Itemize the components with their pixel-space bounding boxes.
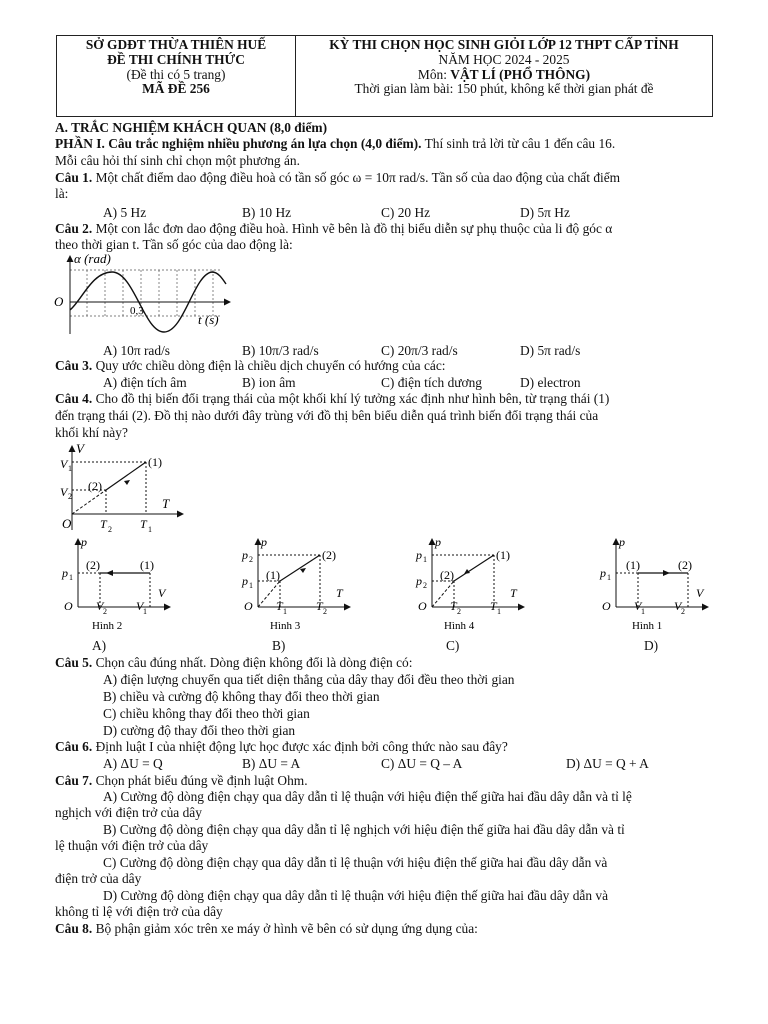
graph-hinh-3 [238,535,358,633]
q7-option-b-cont: lệ thuận với điện trở của dây [55,838,209,853]
q4-option-d[interactable]: D) [644,638,659,653]
question-8 [55,921,478,938]
p-axis-label: p [81,535,87,549]
t2-sub: 2 [457,607,461,616]
t2-label: T [100,517,107,531]
v1-label: V [136,599,144,613]
subject-prefix: Môn: [417,66,451,82]
state-1-label: (1) [266,568,280,582]
question-2 [55,221,612,238]
q6-option-d[interactable]: D) ΔU = Q + A [566,756,649,771]
state-1-label: (1) [496,548,510,562]
p2-sub: 2 [249,555,253,564]
q2-option-a[interactable]: A) 10π rad/s [103,343,171,358]
origin-label: O [602,599,611,613]
question-6-text: Định luật I của nhiệt động lực học được xác định bởi công thức nào sau đây? [92,739,508,754]
p1-label: p [62,566,68,580]
q2-option-c[interactable]: C) 20π/3 rad/s [381,343,458,358]
t-axis-label: T [510,586,517,600]
p1-sub: 1 [607,573,611,582]
state-2-label: (2) [88,479,102,493]
q6-option-c[interactable]: C) ΔU = Q – A [381,756,463,771]
question-2-label: Câu 2. [55,221,93,236]
question-1-label: Câu 1. [55,170,93,185]
v1-sub: 1 [143,607,147,616]
q4-option-a[interactable]: A) [92,638,107,653]
p1-sub: 1 [423,555,427,564]
question-4-label: Câu 4. [55,391,93,406]
p-axis-label: p [619,535,625,549]
question-4-text-3: khối khí này? [55,425,128,440]
figure-caption: Hình 4 [444,620,475,632]
t-axis-label: T [162,496,170,511]
exam-title: KỲ THI CHỌN HỌC SINH GIỎI LỚP 12 THPT CẤP TỈNH [329,37,679,52]
v-axis-label: V [696,586,704,600]
question-3-label: Câu 3. [55,358,93,373]
question-6-label: Câu 6. [55,739,93,754]
state-2-label: (2) [440,568,454,582]
header-left-cell [57,36,296,117]
q3-option-d[interactable]: D) electron [520,375,581,390]
q1-option-d[interactable]: D) 5π Hz [520,205,570,220]
v-axis-label: V [76,442,84,456]
q1-option-a[interactable]: A) 5 Hz [103,205,147,220]
p1-sub: 1 [249,581,253,590]
exam-code: MÃ ĐỀ 256 [142,81,210,97]
graph-hinh-4 [412,535,532,633]
question-4-text-2: đến trạng thái (2). Đồ thị nào dưới đây trùng với đồ thị bên biểu diễn quá trình biến đổi trạng thái của [55,408,599,423]
page-count-note: (Đề thi có 5 trang) [126,66,226,82]
t1-label: T [140,517,147,531]
question-7-text: Chọn phát biểu đúng về định luật Ohm. [92,773,308,788]
v2-label: V [674,599,682,613]
alpha-axis-label: α (rad) [74,252,111,266]
figure-caption: Hình 2 [92,620,123,632]
graph-hinh-2 [58,535,178,633]
oscillation-graph [52,252,236,340]
question-7-label: Câu 7. [55,773,93,788]
q6-option-b[interactable]: B) ΔU = A [242,756,301,771]
question-2-text-2: theo thời gian t. Tần số góc của dao động là: [55,237,293,252]
q2-option-d[interactable]: D) 5π rad/s [520,343,581,358]
q1-option-c[interactable]: C) 20 Hz [381,205,431,220]
subject-line [296,68,712,83]
state-2-label: (2) [322,548,336,562]
state-1-label: (1) [148,455,162,469]
p2-label: p [416,574,422,588]
subject-name: VẬT LÍ (PHỔ THÔNG) [450,66,591,82]
exam-header [56,35,713,117]
t1-sub: 1 [497,607,501,616]
q7-option-d[interactable]: D) Cường độ dòng điện chạy qua dây dẫn tỉ lệ thuận với hiệu điện thế giữa hai đầu dây dẫn và [103,888,609,903]
p1-sub: 1 [69,573,73,582]
v-axis-label: V [158,586,166,600]
exam-duration: Thời gian làm bài: 150 phút, không kể thời gian phát đề [354,81,654,97]
time-axis-label: t (s) [198,312,219,327]
v2-label: V [60,485,68,499]
origin-label: O [418,599,427,613]
q5-option-d[interactable]: D) cường độ thay đổi theo thời gian [103,723,296,738]
section-a-heading: A. TRẮC NGHIỆM KHÁCH QUAN (8,0 điểm) [55,120,328,135]
question-5-text: Chọn câu đúng nhất. Dòng điện không đổi là dòng điện có: [92,655,413,670]
department-name: SỞ GDĐT THỪA THIÊN HUẾ [85,37,267,52]
t2-sub: 2 [108,525,112,534]
question-5-label: Câu 5. [55,655,93,670]
q7-option-d-cont: không tỉ lệ với điện trở của dây [55,904,223,919]
official-exam-label: ĐỀ THI CHÍNH THỨC [107,51,245,67]
question-2-text: Một con lắc đơn dao động điều hoà. Hình vẽ bên là đồ thị biểu diễn sự phụ thuộc của li độ góc α [92,221,613,236]
question-7 [55,773,308,790]
origin-label: O [62,516,72,531]
t1-label: T [276,599,283,613]
v1-sub: 1 [641,607,645,616]
q7-option-c[interactable]: C) Cường độ dòng điện chạy qua dây dẫn tỉ lệ thuận với hiệu điện thế giữa hai đầu dây dẫn và [103,855,608,870]
p1-label: p [242,574,248,588]
v2-sub: 2 [103,607,107,616]
figure-caption: Hình 3 [270,620,301,632]
state-2-label: (2) [86,558,100,572]
question-5 [55,655,412,672]
origin-label: O [244,599,253,613]
part1-instruction-2: Mỗi câu hỏi thí sinh chỉ chọn một phương án. [55,153,300,168]
question-8-label: Câu 8. [55,921,93,936]
question-4-text: Cho đồ thị biến đổi trạng thái của một khối khí lý tưởng xác định như hình bên, từ trạng thái (1) [92,391,610,406]
grid-lines [70,270,222,316]
q4-option-b[interactable]: B) [272,638,286,653]
p2-label: p [242,548,248,562]
school-year: NĂM HỌC 2024 - 2025 [438,51,570,67]
t2-sub: 2 [323,607,327,616]
time-tick-label: 0,3 [130,305,144,317]
p-axis-label: p [435,535,441,549]
question-1 [55,170,620,187]
state-1-label: (1) [140,558,154,572]
p2-sub: 2 [423,581,427,590]
p1-label: p [600,566,606,580]
q7-option-a-cont: nghịch với điện trở của dây [55,805,202,820]
state-1-label: (1) [626,558,640,572]
q7-option-b[interactable]: B) Cường độ dòng điện chạy qua dây dẫn tỉ lệ nghịch với hiệu điện thế giữa hai đầu dây dẫn và tỉ [103,822,625,837]
p-axis-label: p [261,535,267,549]
t1-sub: 1 [283,607,287,616]
question-6 [55,739,508,756]
v2-sub: 2 [681,607,685,616]
q1-option-b[interactable]: B) 10 Hz [242,205,292,220]
question-1-text-2: là: [55,186,69,201]
q3-option-c[interactable]: C) điện tích dương [381,375,482,390]
v1-label: V [60,457,68,471]
v1-sub: 1 [68,464,72,473]
header-right-cell [296,36,713,117]
part1-title: PHẦN I. Câu trắc nghiệm nhiều phương án lựa chọn (4,0 điểm). [55,136,422,151]
part1-heading [55,136,615,153]
q3-option-b[interactable]: B) ion âm [242,375,296,390]
origin-label: O [64,599,73,613]
vt-graph [58,442,188,538]
q5-option-a[interactable]: A) điện lượng chuyển qua tiết diện thẳng của dây thay đổi đều theo thời gian [103,672,515,687]
q2-option-b[interactable]: B) 10π/3 rad/s [242,343,319,358]
question-8-text: Bộ phận giảm xóc trên xe máy ở hình vẽ bên có sử dụng ứng dụng của: [92,921,478,936]
state-2-label: (2) [678,558,692,572]
t1-sub: 1 [148,525,152,534]
t2-label: T [450,599,457,613]
question-4 [55,391,609,408]
q6-option-a[interactable]: A) ΔU = Q [103,756,163,771]
question-3 [55,358,446,375]
origin-label: O [54,294,64,309]
q5-option-c[interactable]: C) chiều không thay đổi theo thời gian [103,706,310,721]
q7-option-c-cont: điện trở của dây [55,871,142,886]
question-1-text: Một chất điểm dao động điều hoà có tần số góc ω = 10π rad/s. Tần số của dao động của chất điểm [92,170,621,185]
t2-label: T [316,599,323,613]
graph-hinh-1 [596,535,716,633]
v1-label: V [634,599,642,613]
q7-option-a[interactable]: A) Cường độ dòng điện chạy qua dây dẫn tỉ lệ thuận với hiệu điện thế giữa hai đầu dây dẫn và tỉ lệ [103,789,632,804]
v2-label: V [96,599,104,613]
v2-sub: 2 [68,492,72,501]
p1-label: p [416,548,422,562]
figure-caption: Hình 1 [632,620,663,632]
q3-option-a[interactable]: A) điện tích âm [103,375,187,390]
t-axis-label: T [336,586,343,600]
q5-option-b[interactable]: B) chiều và cường độ không thay đổi theo thời gian [103,689,380,704]
q4-option-c[interactable]: C) [446,638,460,653]
question-3-text: Quy ước chiều dòng điện là chiều dịch chuyển có hướng của các: [92,358,446,373]
part1-instruction: Thí sinh trả lời từ câu 1 đến câu 16. [421,136,616,151]
t1-label: T [490,599,497,613]
